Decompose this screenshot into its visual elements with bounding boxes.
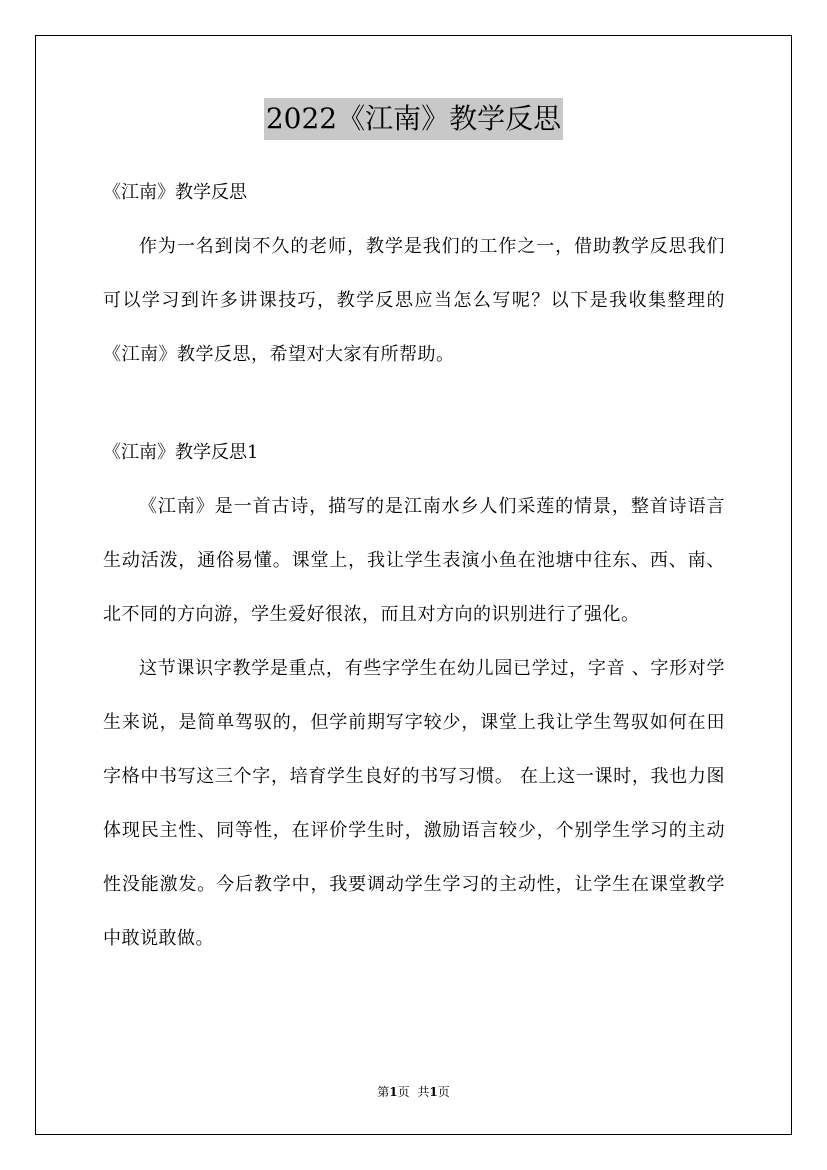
page-current-number: 1 bbox=[389, 1085, 398, 1099]
title-container bbox=[0, 98, 827, 140]
page-suffix: 页 bbox=[397, 1085, 410, 1099]
section1-paragraph-2: 这节课识字教学是重点，有些字学生在幼儿园已学过，字音 、字形对学生来说，是简单驾驭的，但学前期写字较少，课堂上我让学生驾驭如何在田字格中书写这三个字，培育学生良好的书写习惯。 在上这一课时，我也力图体现民主性、同等性，在评价学生时，激励语言较少，个别学生学习的主动性没能激发。今后教学中，我要调动学生学习的主动性，让学生在课堂教学中敢说敢做。 bbox=[103, 658, 725, 949]
document-body bbox=[103, 172, 725, 966]
total-suffix: 页 bbox=[437, 1085, 450, 1099]
section1-paragraph-1: 《江南》是一首古诗，描写的是江南水乡人们采莲的情景，整首诗语言生动活泼，通俗易懂。课堂上，我让学生表演小鱼在池塘中往东、西、南、北不同的方向游，学生爱好很浓，而且对方向的识别进行了强化。 bbox=[103, 496, 725, 625]
spacer bbox=[103, 382, 725, 432]
page-prefix: 第 bbox=[377, 1085, 390, 1099]
section1-heading: 《江南》教学反思1 bbox=[103, 442, 259, 463]
document-title: 2022《江南》教学反思 bbox=[264, 98, 563, 140]
page-footer bbox=[0, 1084, 827, 1100]
total-prefix: 共 bbox=[417, 1085, 430, 1099]
intro-heading: 《江南》教学反思 bbox=[103, 182, 247, 203]
page-total-number: 1 bbox=[429, 1085, 438, 1099]
intro-paragraph: 作为一名到岗不久的老师，教学是我们的工作之一，借助教学反思我们可以学习到许多讲课技巧，教学反思应当怎么写呢？以下是我收集整理的《江南》教学反思，希望对大家有所帮助。 bbox=[103, 236, 725, 365]
